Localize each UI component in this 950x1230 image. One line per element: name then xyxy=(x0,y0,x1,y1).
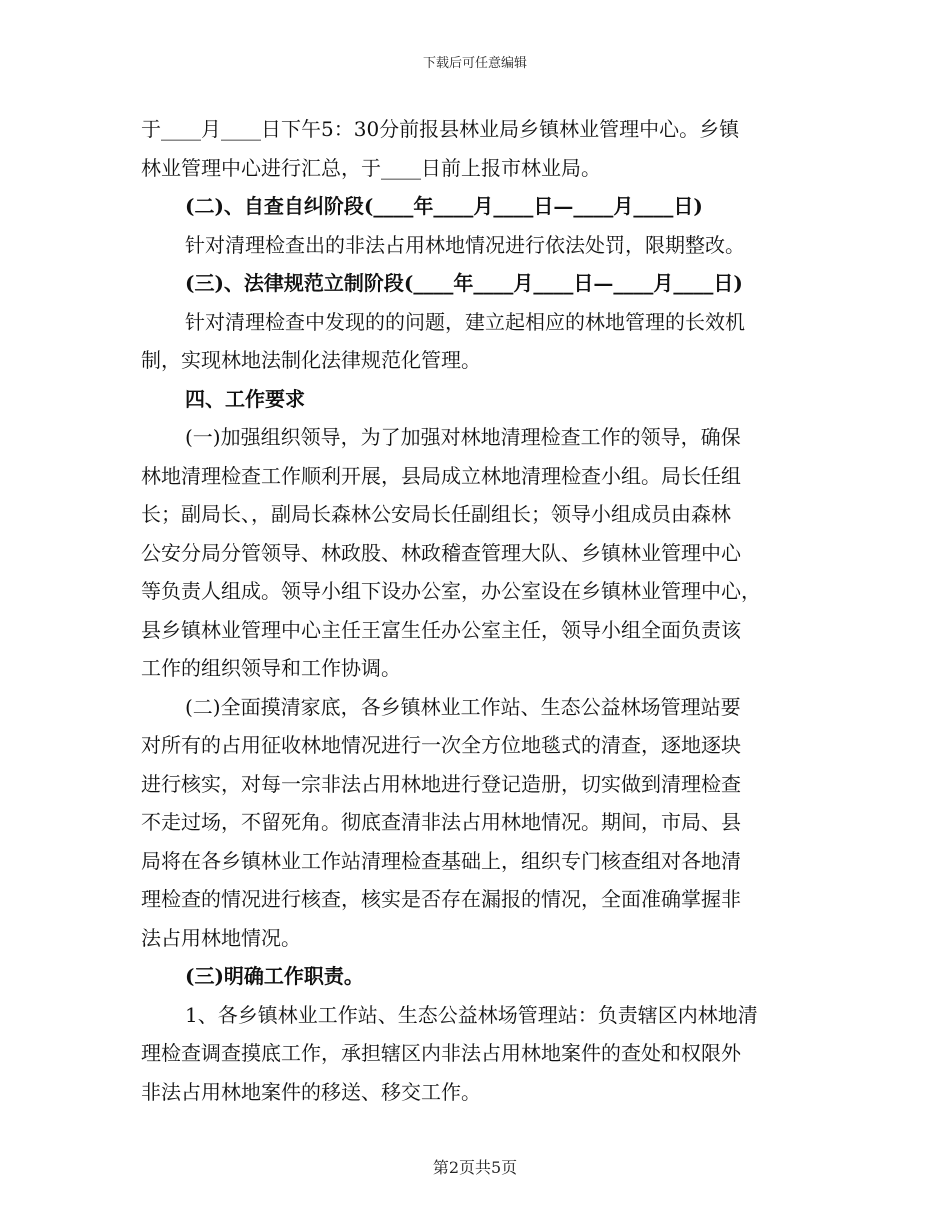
document-body xyxy=(141,110,813,1111)
paragraph-line: 长；副局长、，副局长森林公安局长任副组长；领导小组成员由森林 xyxy=(141,502,731,526)
section-heading-line: (三)、法律规范立制阶段(____年____月____日—____月____日) xyxy=(185,271,743,295)
paragraph-line: 理检查的情况进行核查，核实是否存在漏报的情况，全面准确掌握非 xyxy=(141,887,741,911)
paragraph-line: 等负责人组成。领导小组下设办公室，办公室设在乡镇林业管理中心， xyxy=(141,579,761,603)
paragraph-line: (二)全面摸清家底，各乡镇林业工作站、生态公益林场管理站要 xyxy=(185,694,741,719)
paragraph-line: 制，实现林地法制化法律规范化管理。 xyxy=(141,348,481,372)
paragraph-line: 1、各乡镇林业工作站、生态公益林场管理站：负责辖区内林地清 xyxy=(185,1002,758,1027)
paragraph-line: 县乡镇林业管理中心主任王富生任办公室主任，领导小组全面负责该 xyxy=(141,617,741,642)
paragraph-line: 法占用林地情况。 xyxy=(141,925,301,950)
paragraph-line: 对所有的占用征收林地情况进行一次全方位地毯式的清查，逐地逐块 xyxy=(141,733,741,757)
paragraph-line: 局将在各乡镇林业工作站清理检查基础上，组织专门核查组对各地清 xyxy=(141,848,741,873)
paragraph-line: 针对清理检查中发现的的问题，建立起相应的林地管理的长效机 xyxy=(185,309,745,334)
page-header: 下载后可任意编辑 xyxy=(422,56,527,71)
page-footer: 第2页共5页 xyxy=(432,1158,518,1177)
paragraph-line: 针对清理检查出的非法占用林地情况进行依法处罚，限期整改。 xyxy=(185,232,745,257)
paragraph-line: 林业管理中心进行汇总，于____日前上报市林业局。 xyxy=(141,155,601,180)
section-heading-line: (二)、自查自纠阶段(____年____月____日—____月____日) xyxy=(185,194,703,218)
section-heading-line: 四、工作要求 xyxy=(185,386,305,411)
paragraph-line: 不走过场，不留死角。彻底查清非法占用林地情况。期间，市局、县 xyxy=(141,810,741,834)
paragraph-line: 进行核实，对每一宗非法占用林地进行登记造册，切实做到清理检查 xyxy=(141,771,741,796)
section-heading-line: (三)明确工作职责。 xyxy=(185,964,364,988)
paragraph-line: 林地清理检查工作顺利开展，县局成立林地清理检查小组。局长任组 xyxy=(141,463,741,488)
paragraph-line: 理检查调查摸底工作，承担辖区内非法占用林地案件的查处和权限外 xyxy=(141,1041,741,1065)
paragraph-line: (一)加强组织领导，为了加强对林地清理检查工作的领导，确保 xyxy=(185,425,741,449)
paragraph-line: 于____月____日下午5：30分前报县林业局乡镇林业管理中心。乡镇 xyxy=(141,117,740,141)
paragraph-line: 工作的组织领导和工作协调。 xyxy=(141,656,401,680)
paragraph-line: 非法占用林地案件的移送、移交工作。 xyxy=(141,1079,481,1104)
paragraph-line: 公安分局分管领导、林政股、林政稽查管理大队、乡镇林业管理中心 xyxy=(141,540,741,565)
